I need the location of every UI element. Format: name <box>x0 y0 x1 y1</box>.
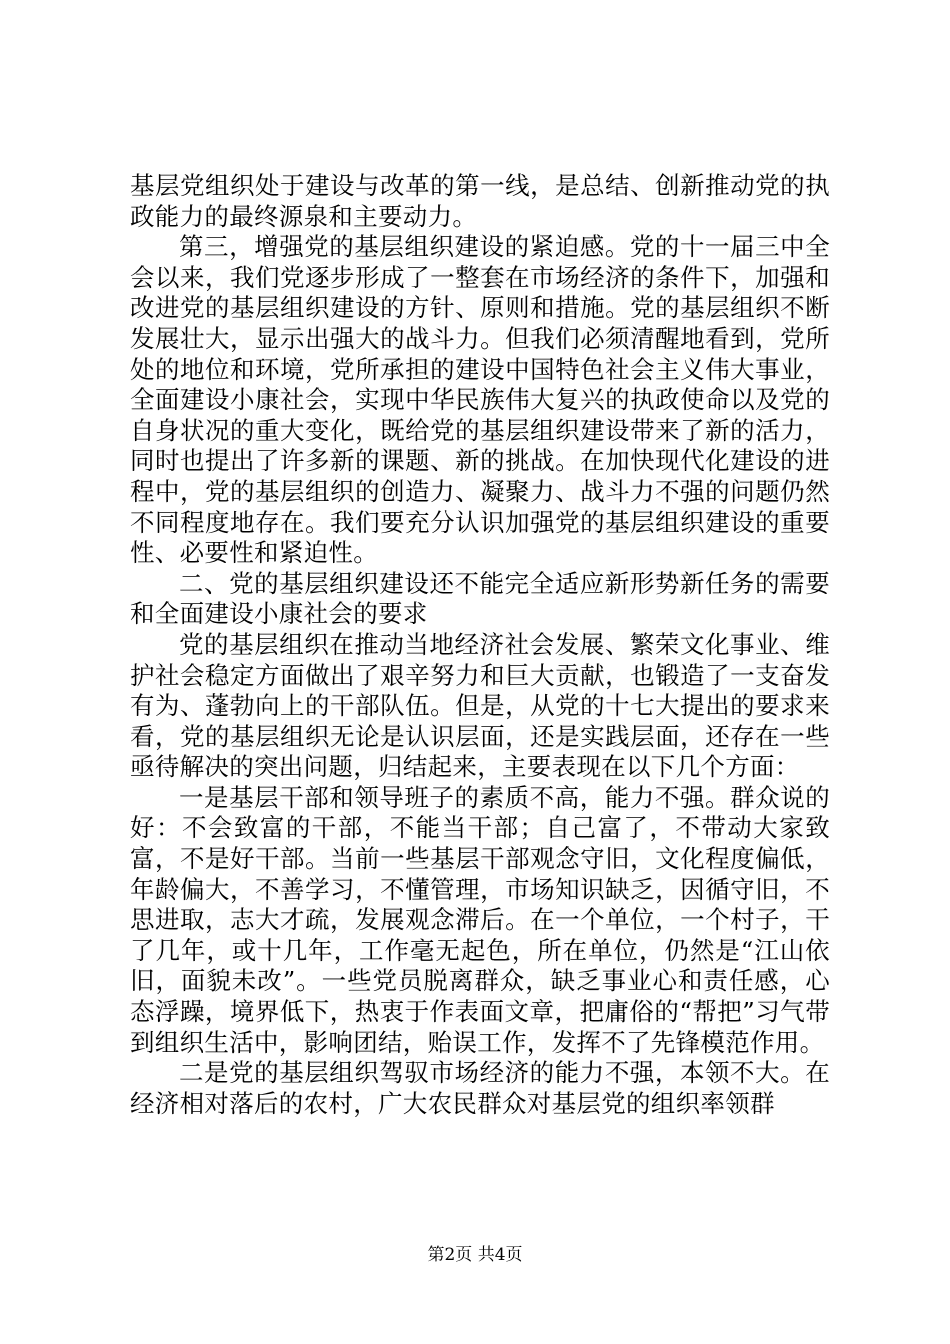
paragraph-1: 基层党组织处于建设与改革的第一线，是总结、创新推动党的执政能力的最终源泉和主要动力。 <box>130 171 830 231</box>
paragraph-2: 第三，增强党的基层组织建设的紧迫感。党的十一届三中全会以来，我们党逐步形成了一整套在市场经济的条件下，加强和改进党的基层组织建设的方针、原则和措施。党的基层组织不断发展壮大，显示出强大的战斗力。但我们必须清醒地看到，党所处的地位和环境，党所承担的建设中国特色社会主义伟大事业，全面建设小康社会，实现中华民族伟大复兴的执政使命以及党的自身状况的重大变化，既给党的基层组织建设带来了新的活力，同时也提出了许多新的课题、新的挑战。在加快现代化建设的进程中，党的基层组织的创造力、凝聚力、战斗力不强的问题仍然不同程度地存在。我们要充分认识加强党的基层组织建设的重要性、必要性和紧迫性。 <box>130 232 830 568</box>
paragraph-3: 党的基层组织在推动当地经济社会发展、繁荣文化事业、维护社会稳定方面做出了艰辛努力和巨大贡献，也锻造了一支奋发有为、蓬勃向上的干部队伍。但是，从党的十七大提出的要求来看，党的基层组织无论是认识层面，还是实践层面，还存在一些亟待解决的突出问题，归结起来，主要表现在以下几个方面： <box>130 629 830 782</box>
section-heading-2: 二、党的基层组织建设还不能完全适应新形势新任务的需要和全面建设小康社会的要求 <box>130 568 830 629</box>
paragraph-5: 二是党的基层组织驾驭市场经济的能力不强，本领不大。在经济相对落后的农村，广大农民群众对基层党的组织率领群 <box>130 1058 830 1118</box>
document-body <box>130 171 830 1119</box>
page-footer: 第2页 共4页 <box>427 1245 523 1265</box>
paragraph-4: 一是基层干部和领导班子的素质不高，能力不强。群众说的好：不会致富的干部，不能当干部；自己富了，不带动大家致富，不是好干部。当前一些基层干部观念守旧，文化程度偏低，年龄偏大，不善学习，不懂管理，市场知识缺乏，因循守旧，不思进取，志大才疏，发展观念滞后。在一个单位，一个村子，干了几年，或十几年，工作毫无起色，所在单位，仍然是“江山依旧，面貌未改”。一些党员脱离群众，缺乏事业心和责任感，心态浮躁，境界低下，热衷于作表面文章，把庸俗的“帮把”习气带到组织生活中，影响团结，贻误工作，发挥不了先锋模范作用。 <box>130 782 830 1057</box>
